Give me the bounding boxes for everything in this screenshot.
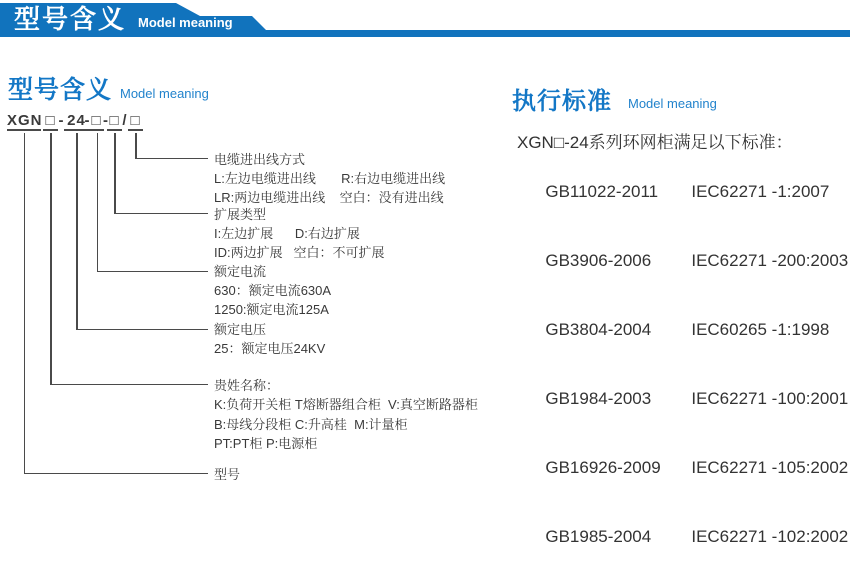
model-code-segment: - xyxy=(84,112,91,129)
leader-line-vertical-cable xyxy=(135,133,137,159)
leader-line-horizontal-voltage xyxy=(76,329,208,331)
standards-intro: XGN□-24系列环网柜满足以下标准： xyxy=(517,133,793,152)
leader-line-vertical-voltage xyxy=(76,133,78,330)
model-code-segment: □ xyxy=(128,112,143,131)
cabinet-name-title: 贵姓名称： xyxy=(214,378,280,393)
model-code-segment: □ xyxy=(43,112,58,131)
leader-line-horizontal-extend xyxy=(114,213,208,215)
rated-voltage-options-1: 25：额定电压24KV xyxy=(214,341,326,356)
iec-code: IEC62271 -1:2007 xyxy=(691,182,830,201)
cable-mode-options-1: L:左边电缆进出线 R:右边电缆进出线 xyxy=(214,171,446,186)
leader-line-vertical-name xyxy=(50,133,52,385)
iec-code: IEC62271 -100:2001 xyxy=(691,389,849,408)
gb-code: GB1985-2004 xyxy=(545,527,652,546)
cabinet-name-options-3: PT:PT柜 P:电源柜 xyxy=(214,436,318,451)
cable-mode-title: 电缆进出线方式 xyxy=(214,152,306,167)
section-subtitle-en: Model meaning xyxy=(120,86,209,101)
gb-code: GB3804-2004 xyxy=(545,320,652,339)
standard-row xyxy=(517,502,847,571)
standard-row xyxy=(517,295,847,364)
gb-code: GB3906-2006 xyxy=(545,251,652,270)
model-code-segment: - xyxy=(103,112,109,129)
leader-line-horizontal-cable xyxy=(135,158,208,160)
rated-current-options-2: 1250:额定电流125A xyxy=(214,302,329,317)
iec-code: IEC62271 -102:2002 xyxy=(691,527,849,546)
leader-line-horizontal-current xyxy=(97,271,208,273)
iec-code: IEC62271 -200:2003 xyxy=(691,251,849,270)
leader-line-horizontal-name xyxy=(50,384,208,386)
rated-current-title: 额定电流 xyxy=(214,264,267,279)
rated-voltage-title: 额定电压 xyxy=(214,322,267,337)
model-code-segment: □ xyxy=(107,112,122,131)
iec-code: IEC62271 -105:2002 xyxy=(691,458,849,477)
standards-subtitle-en: Model meaning xyxy=(628,96,717,111)
leader-line-horizontal-model xyxy=(24,473,208,475)
header-banner-shape xyxy=(0,0,850,37)
cable-mode-options-2: LR:两边电缆进出线 空白：没有进出线 xyxy=(214,190,444,205)
standards-title: 执行标准 xyxy=(512,88,612,115)
model-code-segment: / xyxy=(122,112,128,129)
page-title: 型号含义 xyxy=(14,4,127,34)
standard-row xyxy=(517,226,847,295)
standard-row xyxy=(517,433,847,502)
model-label: 型号 xyxy=(214,467,241,482)
gb-code: GB11022-2011 xyxy=(545,182,659,201)
leader-line-vertical-current xyxy=(97,133,99,272)
rated-current-options-1: 630：额定电流630A xyxy=(214,283,332,298)
extend-type-title: 扩展类型 xyxy=(214,207,267,222)
cabinet-name-options-2: B:母线分段柜 C:升高桂 M:计量柜 xyxy=(214,417,408,432)
cabinet-name-options-1: K:负荷开关柜 T熔断器组合柜 V:真空断路器柜 xyxy=(214,397,478,412)
model-code-segment: □ xyxy=(89,112,104,131)
standard-row xyxy=(517,157,847,226)
iec-code: IEC60265 -1:1998 xyxy=(691,320,830,339)
leader-line-vertical-model xyxy=(24,133,26,474)
extend-type-options-2: ID:两边扩展 空白：不可扩展 xyxy=(214,245,385,260)
model-code-segment: - xyxy=(58,112,65,129)
model-code-segment: 24 xyxy=(64,112,89,131)
page-title-en: Model meaning xyxy=(138,15,233,30)
leader-line-vertical-extend xyxy=(114,133,116,214)
gb-code: GB1984-2003 xyxy=(545,389,652,408)
section-title: 型号含义 xyxy=(8,76,113,104)
gb-code: GB16926-2009 xyxy=(545,458,661,477)
model-code-segment: XGN xyxy=(7,112,43,129)
standards-list xyxy=(517,130,847,571)
standard-row xyxy=(517,364,847,433)
extend-type-options-1: I:左边扩展 D:右边扩展 xyxy=(214,226,360,241)
